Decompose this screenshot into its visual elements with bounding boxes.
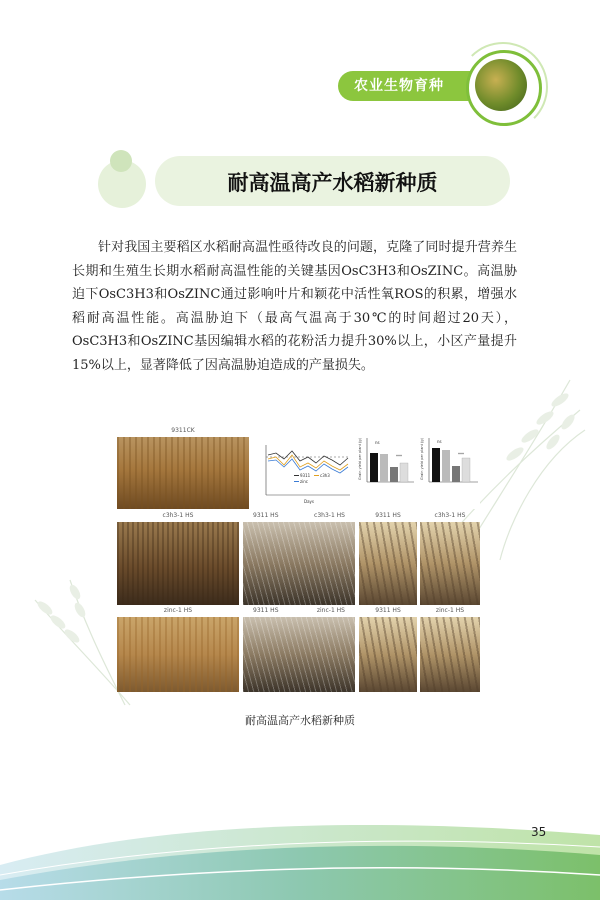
bar	[390, 467, 398, 482]
bar	[370, 453, 378, 482]
figure	[112, 425, 482, 695]
figure-caption: 耐高温高产水稻新种质	[245, 714, 355, 727]
bar	[400, 463, 408, 482]
photo-caption: 9311 HS	[253, 607, 279, 614]
title-decoration-dot	[110, 150, 132, 172]
rice-thumbnail-image	[466, 50, 542, 126]
title-banner	[155, 156, 510, 206]
legend-zinc: zinc	[300, 479, 308, 484]
section-tag	[338, 68, 528, 102]
sig-label: ***	[458, 452, 464, 457]
bar	[380, 454, 388, 482]
bar	[462, 458, 470, 482]
photo-9311-closeup	[359, 512, 417, 605]
legend-9311: 9311	[300, 473, 311, 478]
photo-caption: zinc-1 HS	[435, 607, 465, 614]
photo-9311-closeup-2	[359, 607, 417, 692]
bar-chart-panel-1	[358, 430, 416, 509]
bar-chart-1	[358, 430, 416, 509]
y-axis-label: Grain yield per plant (g)	[420, 437, 424, 480]
sig-label: ns	[375, 440, 380, 445]
photo-caption: zinc-1 HS	[163, 607, 193, 614]
bar	[452, 466, 460, 482]
photo-9311-c3h3-field	[243, 512, 355, 605]
body-paragraph: 针对我国主要稻区水稻耐高温性亟待改良的问题，克隆了同时提升营养生长期和生殖生长期水稻耐高温性能的关键基因OsC3H3和OsZINC。高温胁迫下OsC3H3和OsZINC通过影响叶片和颖花中活性氧ROS的积累，增强水稻耐高温性能。高温胁迫下（最高气温高于30℃的时间超过20天），OsC3H3和OsZINC基因编辑水稻的花粉活力提升30%以上，小区产量提升15%以上，显著降低了因高温胁迫造成的产量损失。	[72, 240, 517, 373]
photo-caption: 9311CK	[171, 427, 195, 434]
section-tag-label: 农业生物育种	[354, 78, 444, 94]
sig-label: ***	[396, 454, 402, 459]
photo-caption: 9311 HS	[375, 607, 401, 614]
photo-caption: c3h3-1 HS	[434, 512, 466, 519]
y-axis-label: Grain yield per plant (g)	[358, 437, 362, 480]
photo-zinc-field	[117, 607, 239, 692]
bar	[442, 450, 450, 482]
legend-c3h3: c3h3	[320, 473, 330, 478]
photo-9311ck	[117, 427, 249, 509]
line-chart-panel	[254, 437, 354, 509]
x-axis-label: Days	[304, 499, 314, 504]
photo-caption: c3h3-1 HS	[162, 512, 194, 519]
photo-9311-zinc-field	[243, 607, 355, 692]
photo-caption: 9311 HS	[375, 512, 401, 519]
photo-caption: zinc-1 HS	[316, 607, 345, 614]
line-chart	[254, 437, 354, 509]
photo-caption: 9311 HS	[253, 512, 279, 519]
bar	[432, 448, 440, 482]
page-title: 耐高温高产水稻新种质	[227, 170, 438, 195]
photo-c3h3-closeup	[420, 512, 480, 605]
bar-chart-panel-2	[420, 430, 480, 509]
footer-wave-decoration	[0, 795, 600, 900]
page-number: 35	[531, 825, 547, 839]
photo-zinc-closeup	[420, 607, 480, 692]
photo-caption: c3h3-1 HS	[314, 512, 345, 519]
bar-chart-2	[420, 430, 480, 509]
photo-c3h3-field	[117, 512, 239, 605]
sig-label: ns	[437, 439, 442, 444]
